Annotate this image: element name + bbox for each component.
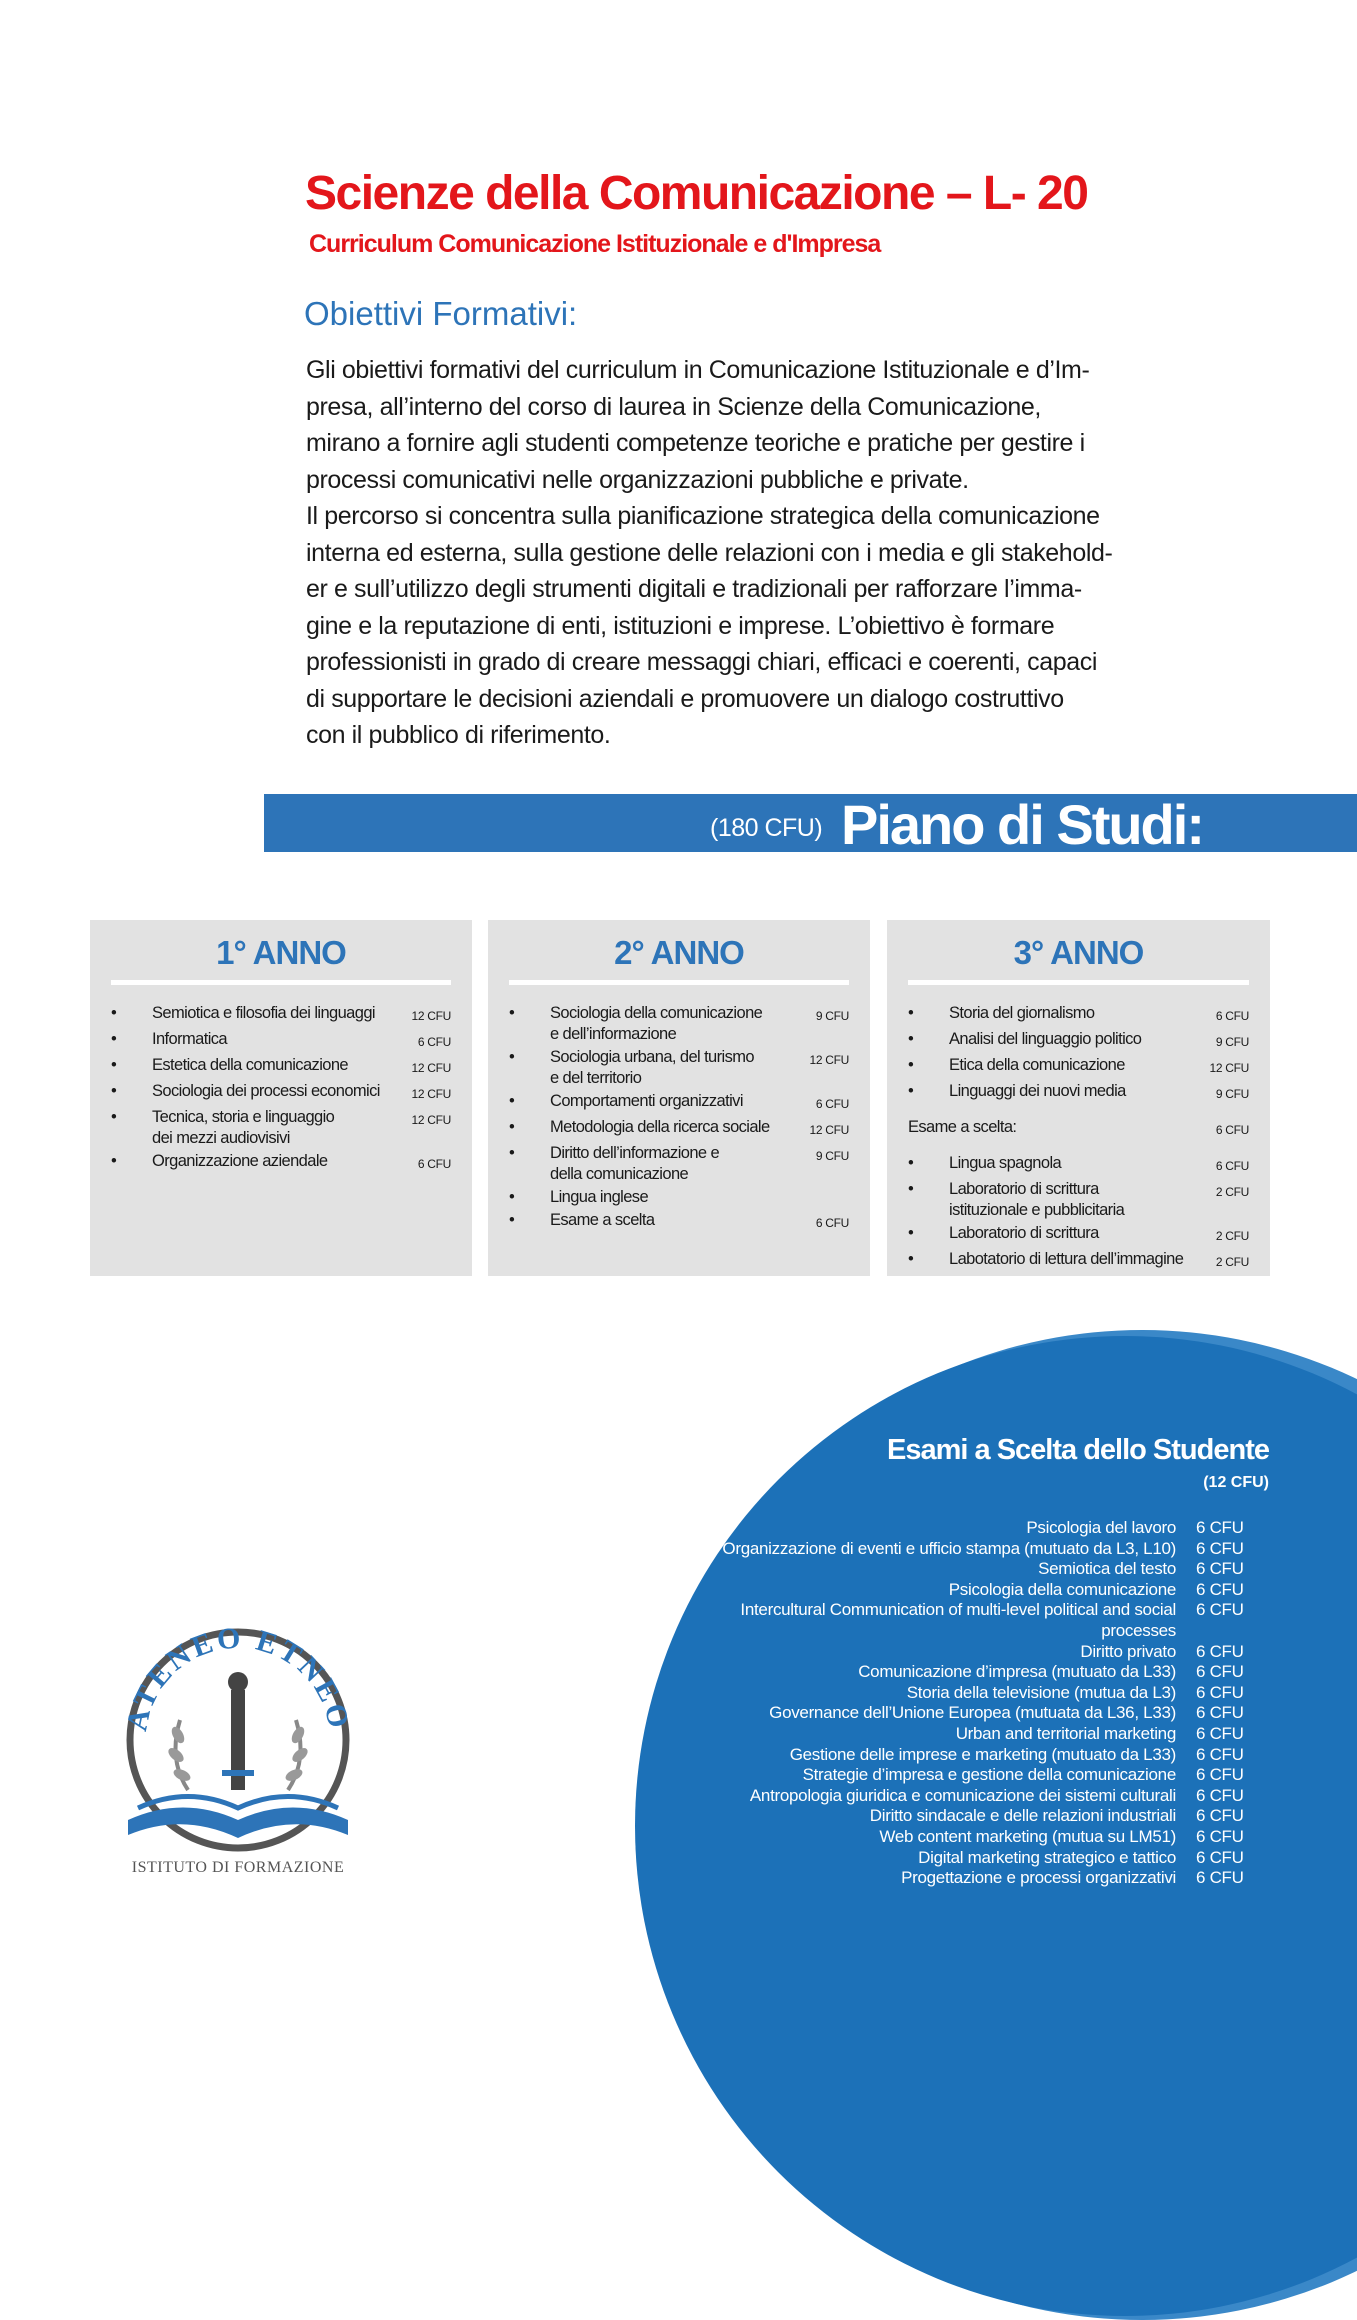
course-item <box>509 1091 849 1115</box>
elective-item <box>700 1518 1266 1539</box>
objectives-line: professionisti in grado di creare messaggi chiari, efficaci e coerenti, capaci <box>306 648 1097 676</box>
elective-name: Diritto sindacale e delle relazioni industriali <box>869 1806 1176 1826</box>
electives-title: Esami a Scelta dello Studente <box>887 1434 1269 1466</box>
elective-cfu: 6 CFU <box>1196 1682 1244 1702</box>
elective-cfu: 6 CFU <box>1196 1600 1244 1620</box>
elective-name: Digital marketing strategico e tattico <box>918 1847 1176 1867</box>
elective-name: Urban and territorial marketing <box>955 1723 1176 1743</box>
course-cfu: 9 CFU <box>815 1149 849 1163</box>
elective-item <box>700 1703 1266 1724</box>
course-item <box>908 1249 1249 1273</box>
course-cfu: 6 CFU <box>1215 1159 1249 1173</box>
course-item <box>111 1081 451 1105</box>
objectives-line: con il pubblico di riferimento. <box>306 721 611 749</box>
bullet: • <box>908 1056 914 1074</box>
course-item <box>509 1143 849 1185</box>
course-item <box>908 1081 1249 1105</box>
logo-caption: ISTITUTO DI FORMAZIONE <box>131 1859 345 1876</box>
course-name: Analisi del linguaggio politico <box>949 1030 1142 1048</box>
course-cfu: 9 CFU <box>1215 1035 1249 1049</box>
bullet: • <box>908 1180 914 1198</box>
elective-name: Web content marketing (mutua su LM51) <box>879 1826 1176 1846</box>
course-item <box>509 1003 849 1045</box>
elective-item <box>700 1827 1266 1848</box>
bullet: • <box>908 1004 914 1022</box>
course-cfu <box>807 1187 849 1190</box>
course-name: Sociologia della comunicazione e dell’informazione <box>550 1004 763 1043</box>
plan-total-cfu: (180 CFU) <box>710 814 823 842</box>
year-3-title: 3° ANNO <box>1013 934 1144 971</box>
bullet: • <box>111 1152 117 1170</box>
objectives-text <box>306 352 1166 754</box>
course-cfu: 12 CFU <box>1209 1061 1249 1075</box>
elective-cfu: 6 CFU <box>1196 1785 1244 1805</box>
course-name: Semiotica e filosofia dei linguaggi <box>152 1004 375 1022</box>
objectives-line: er e sull’utilizzo degli strumenti digitali e tradizionali per rafforzare l’imma- <box>306 575 1082 603</box>
course-item <box>908 1153 1249 1177</box>
bullet: • <box>908 1030 914 1048</box>
course-name: Laboratorio di scrittura istituzionale e pubblicitaria <box>949 1180 1125 1219</box>
elective-cfu: 6 CFU <box>1196 1559 1244 1579</box>
course-name: Esame a scelta <box>550 1211 655 1229</box>
elective-name: Intercultural Communication of multi-level political and social processes <box>740 1600 1176 1640</box>
ateneo-etneo-logo <box>118 1620 358 1880</box>
course-cfu: 2 CFU <box>1215 1255 1249 1269</box>
elective-name: Psicologia della comunicazione <box>948 1579 1176 1599</box>
course-item <box>111 1055 451 1079</box>
elective-item <box>700 1559 1266 1580</box>
objectives-line: interna ed esterna, sulla gestione delle relazioni con i media e gli stakehold- <box>306 538 1113 567</box>
elective-item <box>700 1662 1266 1683</box>
objectives-heading: Obiettivi Formativi: <box>304 295 578 332</box>
bullet: • <box>111 1004 117 1022</box>
bullet: • <box>908 1082 914 1100</box>
course-name: Estetica della comunicazione <box>152 1056 348 1074</box>
elective-cfu: 6 CFU <box>1196 1847 1244 1867</box>
bullet: • <box>908 1250 914 1268</box>
year-divider <box>908 980 1249 985</box>
elective-name: Antropologia giuridica e comunicazione dei sistemi culturali <box>749 1785 1176 1805</box>
bullet: • <box>509 1188 515 1206</box>
year-2-title: 2° ANNO <box>614 934 744 971</box>
bullet: • <box>509 1004 515 1022</box>
objectives-line: Il percorso si concentra sulla pianificazione strategica della comunicazione <box>306 502 1100 530</box>
elective-cfu: 6 CFU <box>1196 1579 1244 1599</box>
elective-item <box>700 1642 1266 1663</box>
course-cfu: 6 CFU <box>417 1157 451 1171</box>
objectives-line: Gli obiettivi formativi del curriculum in Comunicazione Istituzionale e d’Im- <box>306 356 1090 384</box>
course-item <box>509 1210 849 1234</box>
course-cfu: 6 CFU <box>1215 1009 1249 1023</box>
year-divider <box>111 980 451 985</box>
course-item <box>111 1107 451 1149</box>
elective-name: Gestione delle imprese e marketing (mutuato da L33) <box>789 1744 1176 1764</box>
bullet: • <box>111 1030 117 1048</box>
course-item <box>509 1117 849 1141</box>
elective-item <box>700 1580 1266 1601</box>
year-3-list <box>908 1003 1249 1275</box>
elective-item <box>700 1868 1266 1889</box>
course-cfu: 12 CFU <box>411 1061 451 1075</box>
bullet: • <box>509 1118 515 1136</box>
elective-name: Strategie d’impresa e gestione della comunicazione <box>802 1765 1176 1785</box>
course-item <box>111 1029 451 1053</box>
course-cfu: 9 CFU <box>815 1009 849 1023</box>
elective-item <box>700 1683 1266 1704</box>
elective-name: Psicologia del lavoro <box>1026 1518 1176 1537</box>
elective-name: Storia della televisione (mutua da L3) <box>906 1682 1176 1702</box>
course-item <box>509 1187 849 1208</box>
course-item <box>111 1151 451 1175</box>
course-cfu: 6 CFU <box>417 1035 451 1049</box>
year-2-box <box>488 920 870 1276</box>
course-cfu: 2 CFU <box>1215 1185 1249 1199</box>
logo-arc-text: ATENEO ETNEO <box>120 1621 356 1734</box>
electives-list <box>700 1518 1266 1889</box>
elective-item <box>700 1848 1266 1869</box>
elective-cfu: 6 CFU <box>1196 1662 1244 1682</box>
year-2-list <box>509 1003 849 1236</box>
plan-title: Piano di Studi: <box>841 793 1203 856</box>
page-subtitle: Curriculum Comunicazione Istituzionale e d'Impresa <box>309 230 881 258</box>
bullet: • <box>908 1224 914 1242</box>
bullet: • <box>509 1144 515 1162</box>
course-cfu: 12 CFU <box>411 1009 451 1023</box>
elective-item <box>700 1745 1266 1766</box>
elective-cfu: 6 CFU <box>1196 1538 1244 1558</box>
bullet: • <box>509 1211 515 1229</box>
course-item <box>111 1003 451 1027</box>
course-name: Storia del giornalismo <box>949 1004 1095 1022</box>
objectives-line: presa, all’interno del corso di laurea in Scienze della Comunicazione, <box>306 392 1041 421</box>
bullet: • <box>908 1154 914 1172</box>
course-cfu: 12 CFU <box>411 1087 451 1101</box>
year-1-title: 1° ANNO <box>216 934 346 971</box>
course-name: Comportamenti organizzativi <box>550 1092 743 1110</box>
electives-cfu: (12 CFU) <box>1203 1474 1269 1491</box>
course-name: Sociologia urbana, del turismo e del territorio <box>550 1048 754 1087</box>
elective-name: Progettazione e processi organizzativi <box>901 1868 1176 1888</box>
course-cfu: 2 CFU <box>1215 1229 1249 1243</box>
bullet: • <box>509 1092 515 1110</box>
bullet: • <box>111 1056 117 1074</box>
elective-name: Semiotica del testo <box>1038 1559 1176 1579</box>
course-item <box>509 1047 849 1089</box>
course-item <box>908 1029 1249 1053</box>
course-name: Esame a scelta: <box>908 1118 1017 1136</box>
course-name: Informatica <box>152 1030 228 1048</box>
course-name: Metodologia della ricerca sociale <box>550 1118 770 1136</box>
objectives-line: gine e la reputazione di enti, istituzioni e imprese. L’obiettivo è formare <box>306 611 1055 640</box>
year-1-box <box>90 920 472 1276</box>
course-cfu: 6 CFU <box>1215 1123 1249 1137</box>
elective-cfu: 6 CFU <box>1196 1641 1244 1661</box>
objectives-line: processi comunicativi nelle organizzazioni pubbliche e private. <box>306 465 969 494</box>
elective-item <box>700 1765 1266 1786</box>
elective-name: Diritto privato <box>1080 1641 1176 1661</box>
year-1-list <box>111 1003 451 1177</box>
elective-cfu: 6 CFU <box>1196 1826 1244 1846</box>
year-divider <box>509 980 849 985</box>
course-item <box>908 1003 1249 1027</box>
course-name: Laboratorio di scrittura <box>949 1224 1099 1242</box>
course-cfu: 12 CFU <box>809 1053 849 1067</box>
elective-cfu: 6 CFU <box>1196 1765 1244 1785</box>
course-name: Diritto dell’informazione e della comunicazione <box>550 1144 720 1183</box>
course-name: Lingua inglese <box>550 1188 649 1206</box>
elective-name: Governance dell’Unione Europea (mutuata da L36, L33) <box>769 1703 1176 1723</box>
bullet: • <box>509 1048 515 1066</box>
elective-name: Organizzazione di eventi e ufficio stampa (mutuato da L3, L10) <box>722 1538 1176 1558</box>
bullet: • <box>111 1108 117 1126</box>
elective-item <box>700 1806 1266 1827</box>
elective-cfu: 6 CFU <box>1196 1868 1244 1888</box>
elective-cfu: 6 CFU <box>1196 1806 1244 1826</box>
page-title: Scienze della Comunicazione – L- 20 <box>305 167 1088 220</box>
course-name: Tecnica, storia e linguaggio dei mezzi audiovisivi <box>152 1108 335 1147</box>
elective-choice-header <box>908 1117 1249 1141</box>
elective-name: Comunicazione d’impresa (mutuato da L33) <box>858 1662 1176 1682</box>
course-name: Lingua spagnola <box>949 1154 1062 1172</box>
bullet: • <box>111 1082 117 1100</box>
course-name: Sociologia dei processi economici <box>152 1082 380 1100</box>
elective-cfu: 6 CFU <box>1196 1703 1244 1723</box>
course-item <box>908 1179 1249 1221</box>
course-cfu: 12 CFU <box>809 1123 849 1137</box>
year-3-box <box>887 920 1270 1276</box>
elective-item <box>700 1539 1266 1560</box>
course-name: Labotatorio di lettura dell’immagine <box>949 1250 1184 1268</box>
elective-cfu: 6 CFU <box>1196 1723 1244 1743</box>
course-cfu: 6 CFU <box>815 1216 849 1230</box>
course-cfu: 12 CFU <box>411 1113 451 1127</box>
elective-cfu: 6 CFU <box>1196 1518 1244 1537</box>
course-item <box>908 1223 1249 1247</box>
elective-item <box>700 1786 1266 1807</box>
course-name: Organizzazione aziendale <box>152 1152 328 1170</box>
course-item <box>908 1055 1249 1079</box>
elective-item <box>700 1600 1266 1641</box>
elective-item <box>700 1724 1266 1745</box>
elective-cfu: 6 CFU <box>1196 1744 1244 1764</box>
objectives-line: di supportare le decisioni aziendali e promuovere un dialogo costruttivo <box>306 684 1064 713</box>
course-cfu: 9 CFU <box>1215 1087 1249 1101</box>
course-name: Linguaggi dei nuovi media <box>949 1082 1126 1100</box>
course-name: Etica della comunicazione <box>949 1056 1125 1074</box>
course-cfu: 6 CFU <box>815 1097 849 1111</box>
objectives-line: mirano a fornire agli studenti competenze teoriche e pratiche per gestire i <box>306 429 1085 457</box>
